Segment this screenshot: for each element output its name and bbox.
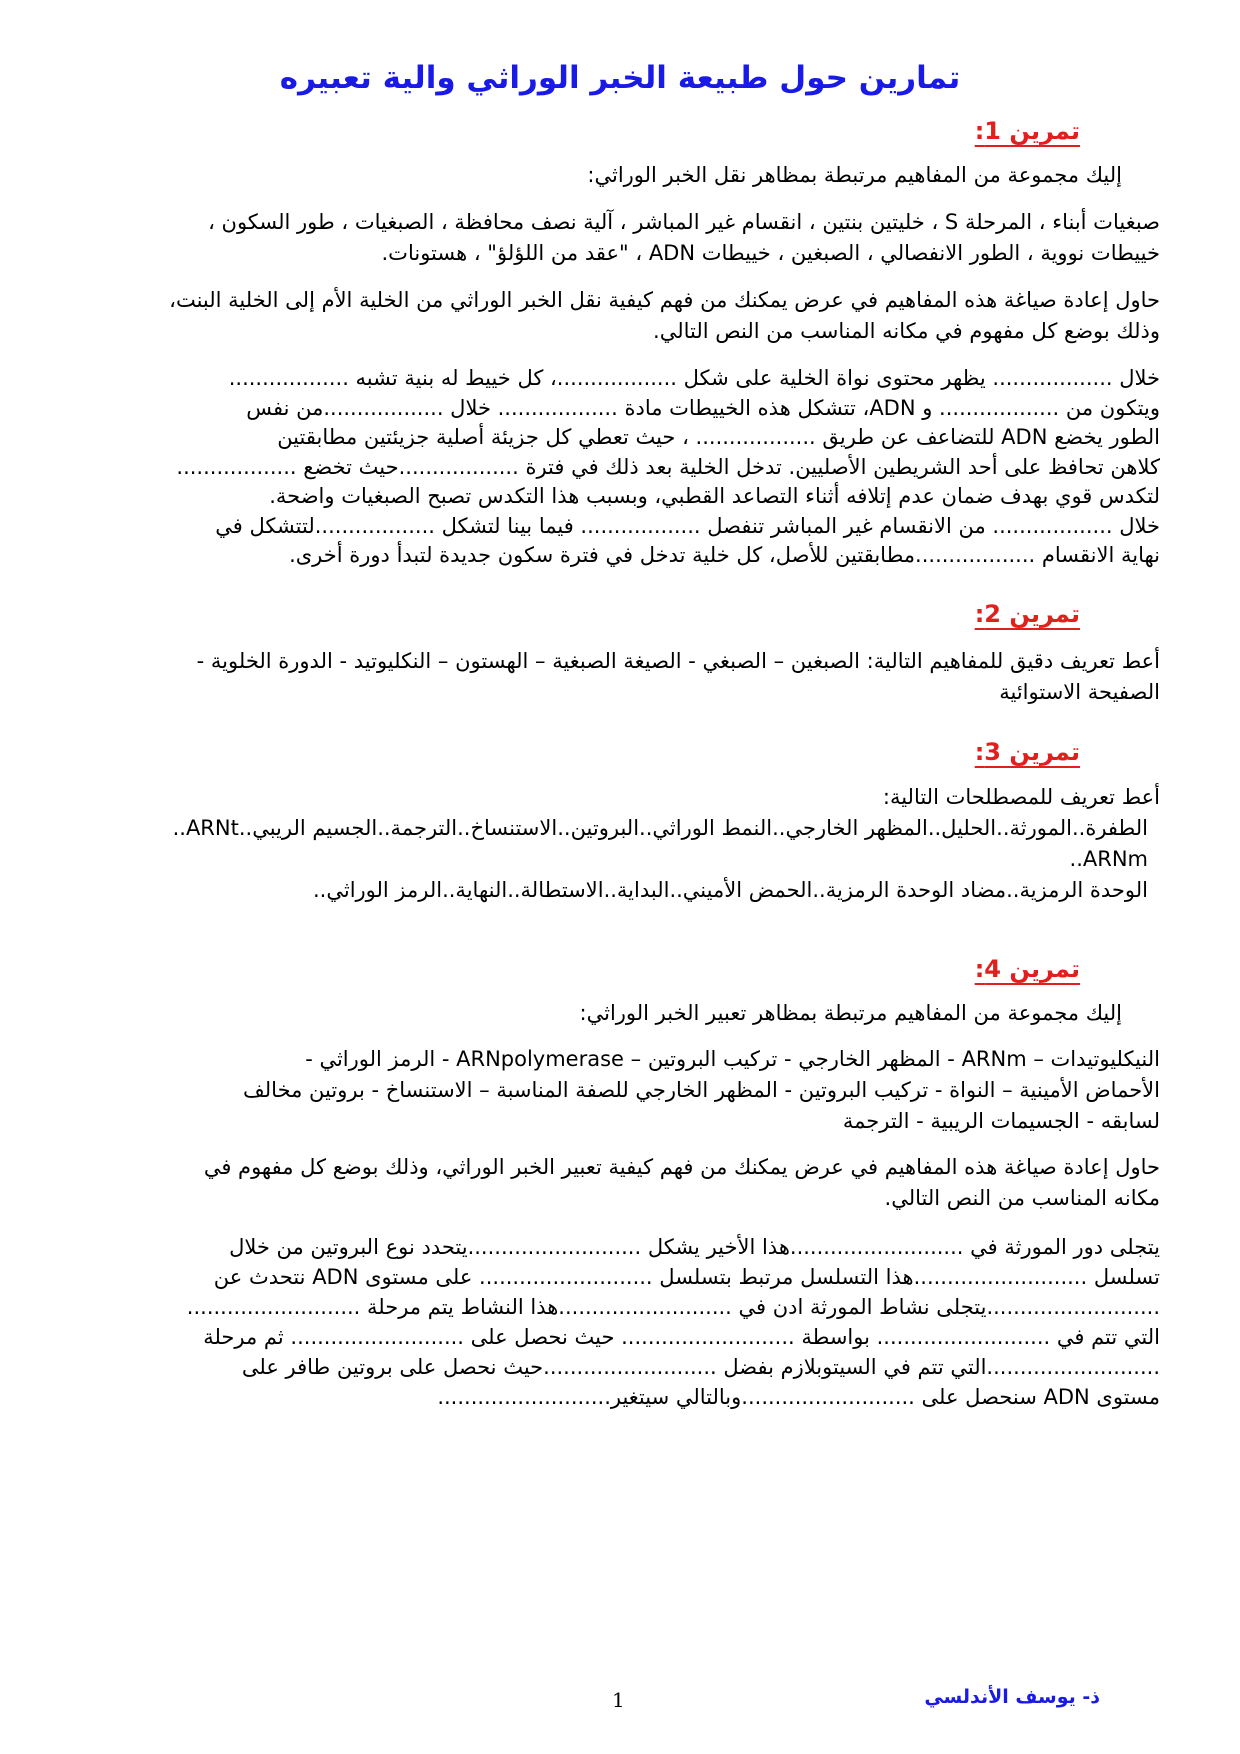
intro-line: إليك مجموعة من المفاهيم مرتبطة بمظاهر نقل الخبر الوراثي:: [587, 163, 1122, 187]
exercise-4-intro: [88, 998, 1160, 1029]
exercise-2-line: أعط تعريف دقيق للمفاهيم التالية: الصبغين – الصبغي - الصيغة الصبغية – الهستون – النكليوتيد - الدورة الخلوية -: [196, 649, 1160, 673]
exercise-2-text: [88, 646, 1160, 708]
instruction-line: حاول إعادة صياغة هذه المفاهيم في عرض يمكنك من فهم كيفية تعبير الخبر الوراثي، وذلك بوضع كل مفهوم في: [203, 1155, 1160, 1179]
exercise-3-text: [88, 782, 1160, 906]
concepts-line: صبغيات أبناء ، المرحلة S ، خليتين بنتين ، انقسام غير المباشر ، آلية نصف محافظة ، الصبغيات ، طور السكون ،: [208, 210, 1160, 234]
exercise-1-heading: تمرين 1:: [974, 117, 1080, 145]
concepts-line: الأحماض الأمينية – النواة - تركيب البروتين - المظهر الخارجي للصفة المناسبة – الاستنساخ - بروتين مخالف: [243, 1078, 1160, 1102]
exercise-3-line: ARNm..: [1069, 847, 1148, 871]
fill-line: تسلسل ..........................هذا التسلسل مرتبط بتسلسل .......................... على مستوى ADN نتحدث عن: [213, 1265, 1160, 1289]
exercise-1-fill-text: [88, 364, 1160, 571]
instruction-line: وذلك بوضع كل مفهوم في مكانه المناسب من النص التالي.: [653, 319, 1160, 343]
fill-line: ..........................التي تتم في السيتوبلازم بفضل ..........................حيث نحصل على بروتين طافر على: [241, 1355, 1160, 1379]
fill-line: الطور يخضع ADN للتضاعف عن طريق .................. ، حيث تعطي كل جزيئة أصلية جزيئتين مطابقتين: [277, 425, 1160, 449]
fill-line: خلال .................. من الانقسام غير المباشر تنفصل .................. فيما بينا لتشكل ..................لتتشكل في: [215, 513, 1160, 538]
exercise-1-intro: [88, 160, 1160, 191]
exercise-3-heading: تمرين 3:: [974, 738, 1080, 766]
concepts-line: النيكليوتيدات – ARNm - المظهر الخارجي - تركيب البروتين – ARNpolymerase - الرمز الوراثي -: [305, 1047, 1160, 1071]
author-name: ذ- يوسف الأندلسي: [924, 1686, 1100, 1708]
concepts-line: خييطات نووية ، الطور الانفصالي ، الصبغين ، خييطات ADN ، "عقد من اللؤلؤ" ، هستونات.: [381, 241, 1160, 265]
fill-line: لتكدس قوي بهدف ضمان عدم إتلافه أثناء التصاعد القطبي، وبسبب هذا التكدس تصبح الصبغيات واضحة.: [269, 484, 1160, 508]
exercise-1-instruction: [88, 285, 1160, 347]
exercise-4-instruction: [88, 1152, 1160, 1214]
fill-line: يتجلى دور المورثة في ..........................هذا الأخير يشكل ..........................يتحدد نوع البروتين من خلال: [229, 1235, 1160, 1259]
exercise-3-line: الوحدة الرمزية..مضاد الوحدة الرمزية..الحمض الأميني..البداية..الاستطالة..النهاية..الرمز الوراثي..: [313, 878, 1148, 902]
concepts-line: لسابقه - الجسيمات الريبية - الترجمة: [842, 1109, 1160, 1133]
instruction-line: مكانه المناسب من النص التالي.: [884, 1186, 1160, 1210]
exercise-4-fill-text: [88, 1232, 1160, 1412]
page-title: تمارين حول طبيعة الخبر الوراثي والية تعبيره: [279, 60, 961, 96]
fill-line: مستوى ADN سنحصل على ..........................وبالتالي سيتغير..........................: [437, 1385, 1160, 1409]
intro-line: إليك مجموعة من المفاهيم مرتبطة بمظاهر تعبير الخبر الوراثي:: [579, 1001, 1122, 1025]
exercise-4-heading: تمرين 4:: [974, 955, 1080, 983]
fill-line: خلال .................. يظهر محتوى نواة الخلية على شكل ..................، كل خييط له بنية تشبه ..................: [228, 366, 1160, 390]
fill-line: كلاهن تحافظ على أحد الشريطين الأصليين. تدخل الخلية بعد ذلك في فترة ..................حيث تخضع ..................: [176, 454, 1160, 479]
exercise-3-line: الطفرة..المورثة..الحليل..المظهر الخارجي..النمط الوراثي..البروتين..الاستنساخ..الترجمة..الجسيم الريبي..ARNt..: [172, 816, 1148, 840]
exercise-3-line: أعط تعريف للمصطلحات التالية:: [882, 785, 1160, 809]
fill-line: ..........................يتجلى نشاط المورثة ادن في ..........................هذا النشاط يتم مرحلة ..........................: [186, 1295, 1160, 1319]
exercise-1-concepts: [88, 207, 1160, 269]
fill-line: ويتكون من .................. و ADN، تتشكل هذه الخييطات مادة .................. خلال ..................من نفس: [246, 395, 1160, 420]
page-number: 1: [612, 1688, 625, 1712]
exercise-2-line: الصفيحة الاستوائية: [999, 680, 1160, 704]
fill-line: نهاية الانقسام ..................مطابقتين للأصل، كل خلية تدخل في فترة سكون جديدة لتبدأ دورة أخرى.: [289, 543, 1160, 567]
fill-line: التي تتم في .......................... بواسطة .......................... حيث نحصل على .......................... ثم مرحلة: [203, 1325, 1160, 1349]
instruction-line: حاول إعادة صياغة هذه المفاهيم في عرض يمكنك من فهم كيفية نقل الخبر الوراثي من الخلية الأم إلى الخلية البنت،: [169, 288, 1160, 312]
exercise-4-concepts: [88, 1044, 1160, 1137]
exercise-2-heading: تمرين 2:: [974, 600, 1080, 628]
